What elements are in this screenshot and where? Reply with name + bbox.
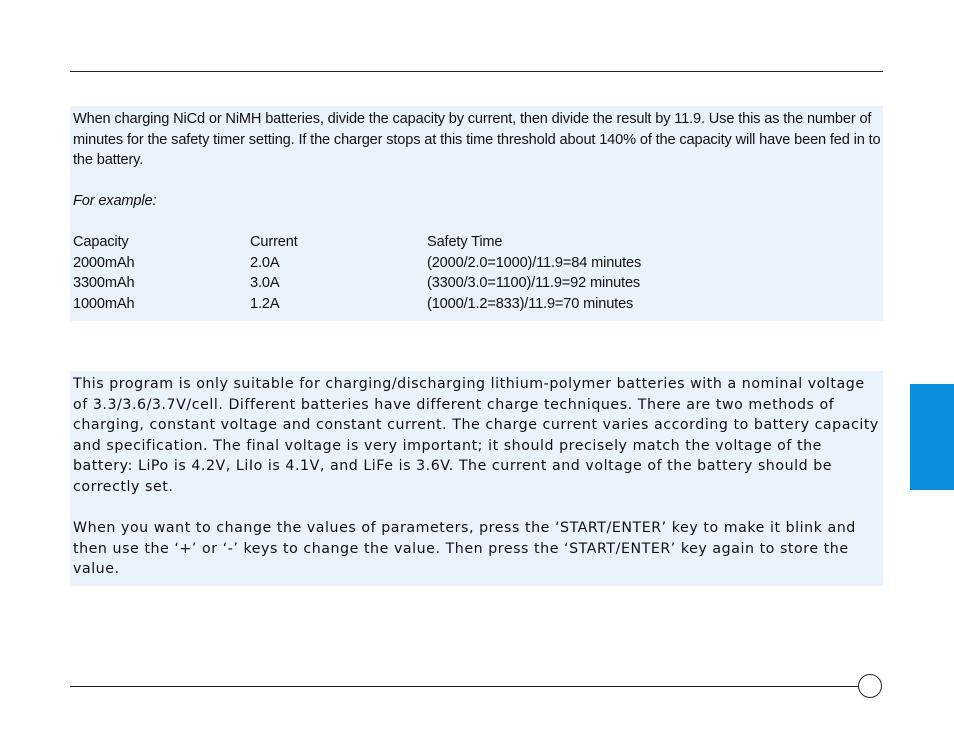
parameter-change-paragraph: When you want to change the values of parameters, press the ‘START/ENTER’ key to make it blink and then use the ‘+’ or ‘-’ keys to change the value. Then press the ‘START/ENTER’ key again to store the value. (73, 520, 856, 578)
header-current: Current (250, 234, 298, 250)
cell-capacity: 2000mAh (73, 254, 135, 271)
table-row (73, 273, 883, 294)
lithium-program-box (70, 371, 883, 586)
lithium-program-paragraph: This program is only suitable for charging/discharging lithium-polymer batteries with a nominal voltage of 3.3/3.6/3.7V/cell. Different batteries have different charge techniques. There are two methods of charging, constant voltage and constant current. The charge current varies according to battery capacity and specification. The final voltage is very important; it should precisely match the voltage of the battery: LiPo is 4.2V, LiIo is 4.1V, and LiFe is 3.6V. The current and voltage of the battery should be correctly set. (73, 376, 879, 495)
footer-rule (70, 686, 860, 687)
table-row (73, 294, 883, 315)
cell-safety-time: (3300/3.0=1100)/11.9=92 minutes (427, 275, 641, 292)
page-number-circle (858, 674, 882, 698)
header-rule (70, 71, 883, 72)
header-capacity: Capacity (73, 234, 129, 250)
table-row (73, 253, 883, 274)
cell-capacity: 3300mAh (73, 275, 135, 292)
cell-safety-time: (1000/1.2=833)/11.9=70 minutes (427, 295, 634, 312)
section-side-tab (910, 384, 954, 490)
cell-current: 1.2A (250, 295, 280, 312)
nicd-nimh-safety-timer-box (70, 106, 883, 321)
example-label: For example: (73, 193, 157, 209)
table-header-row (73, 232, 883, 253)
header-safety-time: Safety Time (427, 234, 503, 250)
cell-current: 3.0A (250, 275, 280, 292)
safety-timer-paragraph: When charging NiCd or NiMH batteries, divide the capacity by current, then divide the result by 11.9. Use this as the number of minutes for the safety timer setting. If the charger stops at this time threshold about 140% of the capacity will have been fed in to the battery. (73, 111, 881, 168)
cell-safety-time: (2000/2.0=1000)/11.9=84 minutes (427, 254, 642, 271)
cell-current: 2.0A (250, 254, 280, 271)
cell-capacity: 1000mAh (73, 295, 135, 312)
